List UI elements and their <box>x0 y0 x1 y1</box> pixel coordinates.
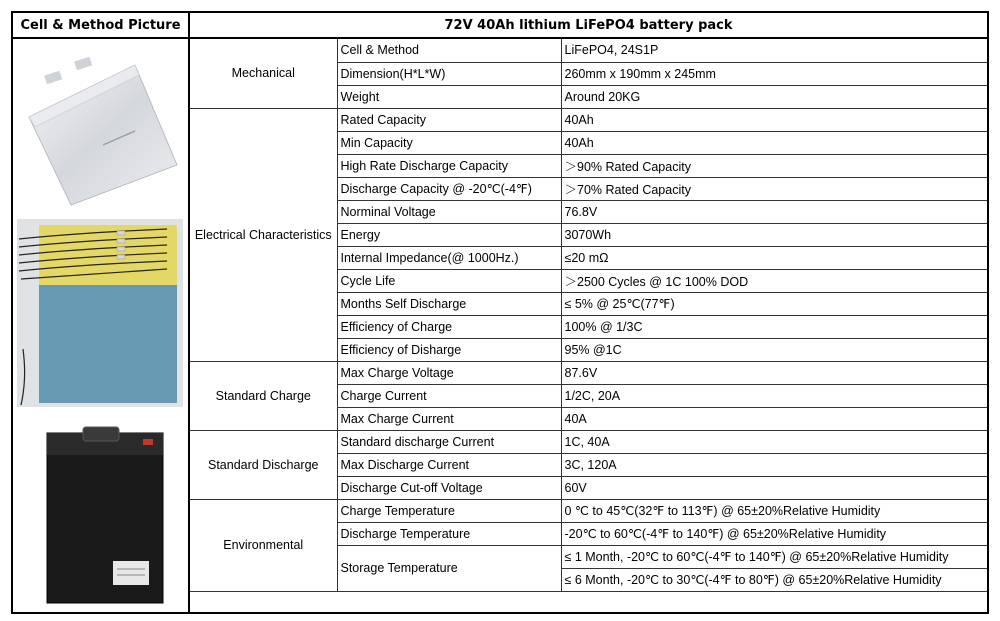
value-cell: 60V <box>561 476 987 499</box>
parameter-cell: Norminal Voltage <box>337 200 561 223</box>
spec-table <box>190 39 987 592</box>
parameter-cell: Energy <box>337 223 561 246</box>
value-cell: 260mm x 190mm x 245mm <box>561 62 987 85</box>
parameter-cell: Weight <box>337 85 561 108</box>
parameter-cell: Cycle Life <box>337 269 561 292</box>
battery-pack-picture <box>17 423 183 608</box>
parameter-cell: Max Charge Voltage <box>337 361 561 384</box>
group-label: Standard Charge <box>190 361 337 430</box>
value-cell: 3C, 120A <box>561 453 987 476</box>
parameter-cell: Charge Temperature <box>337 499 561 522</box>
parameter-cell: Efficiency of Charge <box>337 315 561 338</box>
value-cell: 76.8V <box>561 200 987 223</box>
value-cell: ＞70% Rated Capacity <box>561 177 987 200</box>
value-cell: ≤ 5% @ 25℃(77℉) <box>561 292 987 315</box>
parameter-cell: Internal Impedance(@ 1000Hz.) <box>337 246 561 269</box>
value-cell: ＞2500 Cycles @ 1C 100% DOD <box>561 269 987 292</box>
value-cell: LiFePO4, 24S1P <box>561 39 987 62</box>
parameter-cell: Discharge Temperature <box>337 522 561 545</box>
value-cell: 3070Wh <box>561 223 987 246</box>
value-cell: 87.6V <box>561 361 987 384</box>
table-row <box>190 39 987 62</box>
parameter-cell: Discharge Cut-off Voltage <box>337 476 561 499</box>
table-row <box>190 499 987 522</box>
value-cell: 40A <box>561 407 987 430</box>
value-cell: Around 20KG <box>561 85 987 108</box>
parameter-cell: High Rate Discharge Capacity <box>337 154 561 177</box>
picture-column <box>13 39 190 612</box>
cell-stack-picture <box>17 219 183 407</box>
table-row <box>190 361 987 384</box>
picture-column-header: Cell & Method Picture <box>13 13 190 39</box>
parameter-cell: Dimension(H*L*W) <box>337 62 561 85</box>
group-label: Standard Discharge <box>190 430 337 499</box>
parameter-cell: Rated Capacity <box>337 108 561 131</box>
parameter-cell: Min Capacity <box>337 131 561 154</box>
parameter-cell: Max Charge Current <box>337 407 561 430</box>
table-row <box>190 430 987 453</box>
parameter-cell: Max Discharge Current <box>337 453 561 476</box>
value-cell: 0 ℃ to 45℃(32℉ to 113℉) @ 65±20%Relative Humidity <box>561 499 987 522</box>
value-cell: 40Ah <box>561 131 987 154</box>
value-cell: 1C, 40A <box>561 430 987 453</box>
parameter-cell: Months Self Discharge <box>337 292 561 315</box>
spec-sheet <box>11 11 989 614</box>
pouch-cell-picture <box>17 47 183 207</box>
table-row <box>190 108 987 131</box>
value-cell: 95% @1C <box>561 338 987 361</box>
value-cell: ＞90% Rated Capacity <box>561 154 987 177</box>
parameter-cell: Efficiency of Disharge <box>337 338 561 361</box>
value-cell: ≤20 mΩ <box>561 246 987 269</box>
group-label: Electrical Characteristics <box>190 108 337 361</box>
spec-table-title: 72V 40Ah lithium LiFePO4 battery pack <box>190 13 987 39</box>
value-cell: -20℃ to 60℃(-4℉ to 140℉) @ 65±20%Relative Humidity <box>561 522 987 545</box>
value-cell: 1/2C, 20A <box>561 384 987 407</box>
value-cell: ≤ 6 Month, -20℃ to 30℃(-4℉ to 80℉) @ 65±20%Relative Humidity <box>561 568 987 591</box>
parameter-cell: Cell & Method <box>337 39 561 62</box>
parameter-cell: Charge Current <box>337 384 561 407</box>
value-cell: 40Ah <box>561 108 987 131</box>
group-label: Environmental <box>190 499 337 591</box>
group-label: Mechanical <box>190 39 337 108</box>
parameter-cell: Storage Temperature <box>337 545 561 591</box>
value-cell: ≤ 1 Month, -20℃ to 60℃(-4℉ to 140℉) @ 65±20%Relative Humidity <box>561 545 987 568</box>
value-cell: 100% @ 1/3C <box>561 315 987 338</box>
parameter-cell: Standard discharge Current <box>337 430 561 453</box>
parameter-cell: Discharge Capacity @ -20℃(-4℉) <box>337 177 561 200</box>
